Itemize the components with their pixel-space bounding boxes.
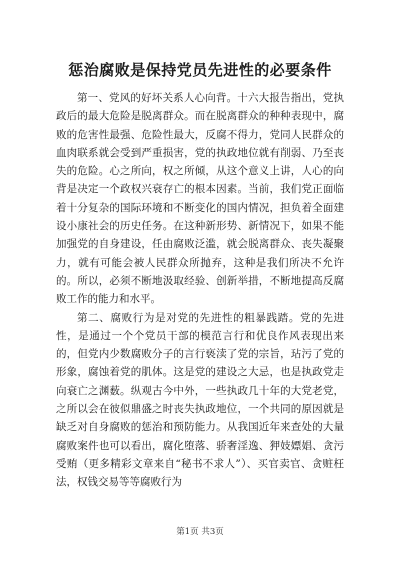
paragraph-2: 第二、腐败行为是对党的先进性的粗暴践踏。党的先进性，是通过一个个党员干部的模范言行和优良作风表现出来的，但党内少数腐败分子的言行亵渎了党的宗旨，玷污了党的形象，腐蚀着党的肌体。这是党的建设之大忌，也是执政党走向衰亡之渊薮。纵观古今中外，一些执政几十年的大党老党，之所以会在彼似鼎盛之时丧失执政地位，一个共同的原因就是缺乏对自身腐败的惩治和预防能力。从我国近年来查处的大量腐败案件也可以看出，腐化堕落、骄奢淫逸、狎妓嫖娼、贪污受贿（更多精彩文章来自“秘书不求人”）、买官卖官、贪赃枉法，权钱交易等等腐败行为 [56, 311, 344, 489]
page-footer: 第1页 共3页 [176, 527, 224, 537]
paragraph-1: 第一、党风的好坏关系人心向背。十六大报告指出，党执政后的最大危险是脱离群众。而在脱离群众的种种表现中，腐败的危害性最强、危险性最大，反腐不得力，党同人民群众的血肉联系就会受到严重损害，党的执政地位就有削弱、乃至丧失的危险。心之所向，权之所倾，从这个意义上讲，人心的向背是决定一个政权兴衰存亡的根本因素。当前，我们党正面临着十分复杂的国际环境和不断变化的国内情况，担负着全面建设小康社会的历史任务。在这种新形势、新情况下，如果不能加强党的自身建设，任由腐败泛滥，就会脱离群众、丧失凝聚力，就有可能会被人民群众所抛弃，这种是我们所决不允许的。所以，必须不断地汲取经验、创新举措，不断地提高反腐败工作的能力和水平。 [56, 92, 344, 306]
document-title: 惩治腐败是保持党员先进性的必要条件 [68, 61, 332, 79]
